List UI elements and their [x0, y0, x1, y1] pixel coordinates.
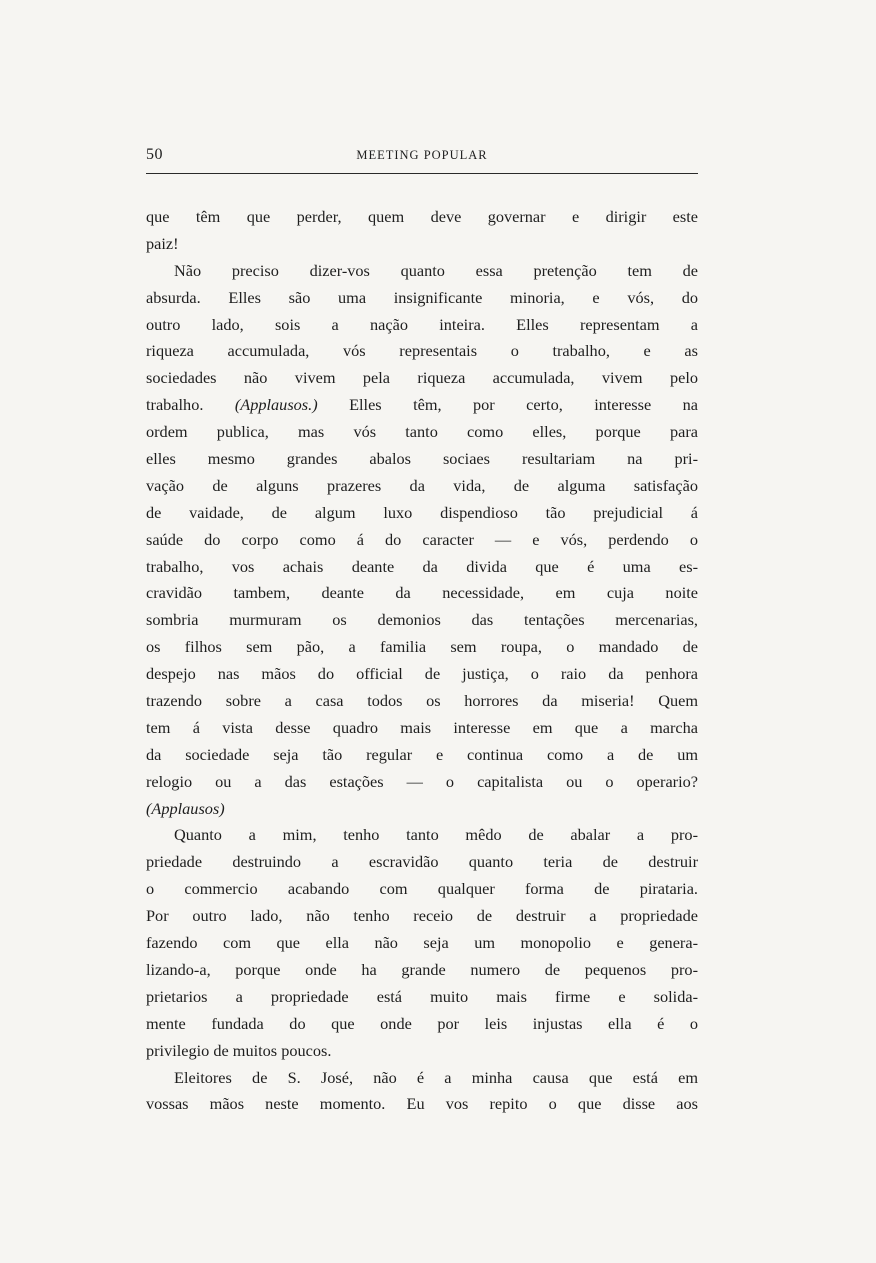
- text-line: trabalho, vos achais deante da divida que é uma es-: [146, 556, 698, 576]
- text-line: Não preciso dizer-vos quanto essa pretenção tem de: [174, 260, 698, 280]
- text-line: de vaidade, de algum luxo dispendioso tão prejudicial á: [146, 502, 698, 522]
- text-line: outro lado, sois a nação inteira. Elles representam a: [146, 314, 698, 334]
- body-text: [146, 204, 698, 1118]
- text-line: que têm que perder, quem deve governar e dirigir este: [146, 207, 698, 226]
- text-line: lizando-a, porque onde ha grande numero de pequenos pro-: [146, 959, 698, 979]
- text-line: privilegio de muitos poucos.: [146, 1040, 332, 1060]
- text-line: sombria murmuram os demonios das tentações mercenarias,: [146, 610, 698, 630]
- text-line: mente fundada do que onde por leis injustas ella é o: [146, 1013, 698, 1033]
- text-line: tem á vista desse quadro mais interesse em que a marcha: [146, 717, 698, 737]
- text-line: Eleitores de S. José, não é a minha causa que está em: [174, 1067, 698, 1087]
- text-line: paiz!: [146, 233, 179, 253]
- applause-annotation: (Applausos): [146, 798, 225, 818]
- text-line: riqueza accumulada, vós representais o trabalho, e as: [146, 341, 698, 361]
- applause-annotation: (Applausos.): [234, 395, 318, 415]
- text-line: vossas mãos neste momento. Eu vos repito o que disse aos: [146, 1094, 698, 1114]
- text-line: vação de alguns prazeres da vida, de alguma satisfação: [146, 475, 698, 495]
- text-line: Quanto a mim, tenho tanto mêdo de abalar a pro-: [174, 825, 698, 845]
- text-line: trazendo sobre a casa todos os horrores da miseria! Quem: [146, 691, 698, 711]
- text-line: os filhos sem pão, a familia sem roupa, o mandado de: [146, 637, 698, 657]
- text-line: o commercio acabando com qualquer forma de pirataria.: [146, 879, 698, 899]
- text-line: [146, 796, 698, 823]
- text-line: absurda. Elles são uma insignificante minoria, e vós, do: [146, 287, 698, 307]
- page-number: 50: [146, 146, 163, 163]
- text-line: priedade destruindo a escravidão quanto teria de destruir: [146, 852, 698, 872]
- text-line: cravidão tambem, deante da necessidade, em cuja noite: [146, 583, 698, 603]
- text-line: ordem publica, mas vós tanto como elles, porque para: [146, 422, 698, 442]
- running-title: MEETING POPULAR: [356, 148, 488, 162]
- text-segment: Elles têm, por certo, interesse na: [317, 395, 699, 415]
- text-line: prietarios a propriedade está muito mais firme e solida-: [146, 986, 698, 1006]
- text-line: da sociedade seja tão regular e continua como a de um: [146, 744, 698, 764]
- text-line: relogio ou a das estações — o capitalista ou o operario?: [146, 771, 698, 791]
- text-line: sociedades não vivem pela riqueza accumulada, vivem pelo: [146, 368, 698, 388]
- header-rule: [146, 173, 698, 174]
- text-line: despejo nas mãos do official de justiça, o raio da penhora: [146, 664, 698, 684]
- text-line: elles mesmo grandes abalos sociaes resultariam na pri-: [146, 449, 698, 469]
- text-segment: trabalho.: [146, 395, 235, 415]
- text-line: Por outro lado, não tenho receio de destruir a propriedade: [146, 906, 698, 926]
- text-line: saúde do corpo como á do caracter — e vós, perdendo o: [146, 529, 698, 549]
- text-line: fazendo com que ella não seja um monopolio e genera-: [146, 933, 698, 953]
- text-line: [146, 392, 698, 419]
- page-header: [146, 146, 698, 170]
